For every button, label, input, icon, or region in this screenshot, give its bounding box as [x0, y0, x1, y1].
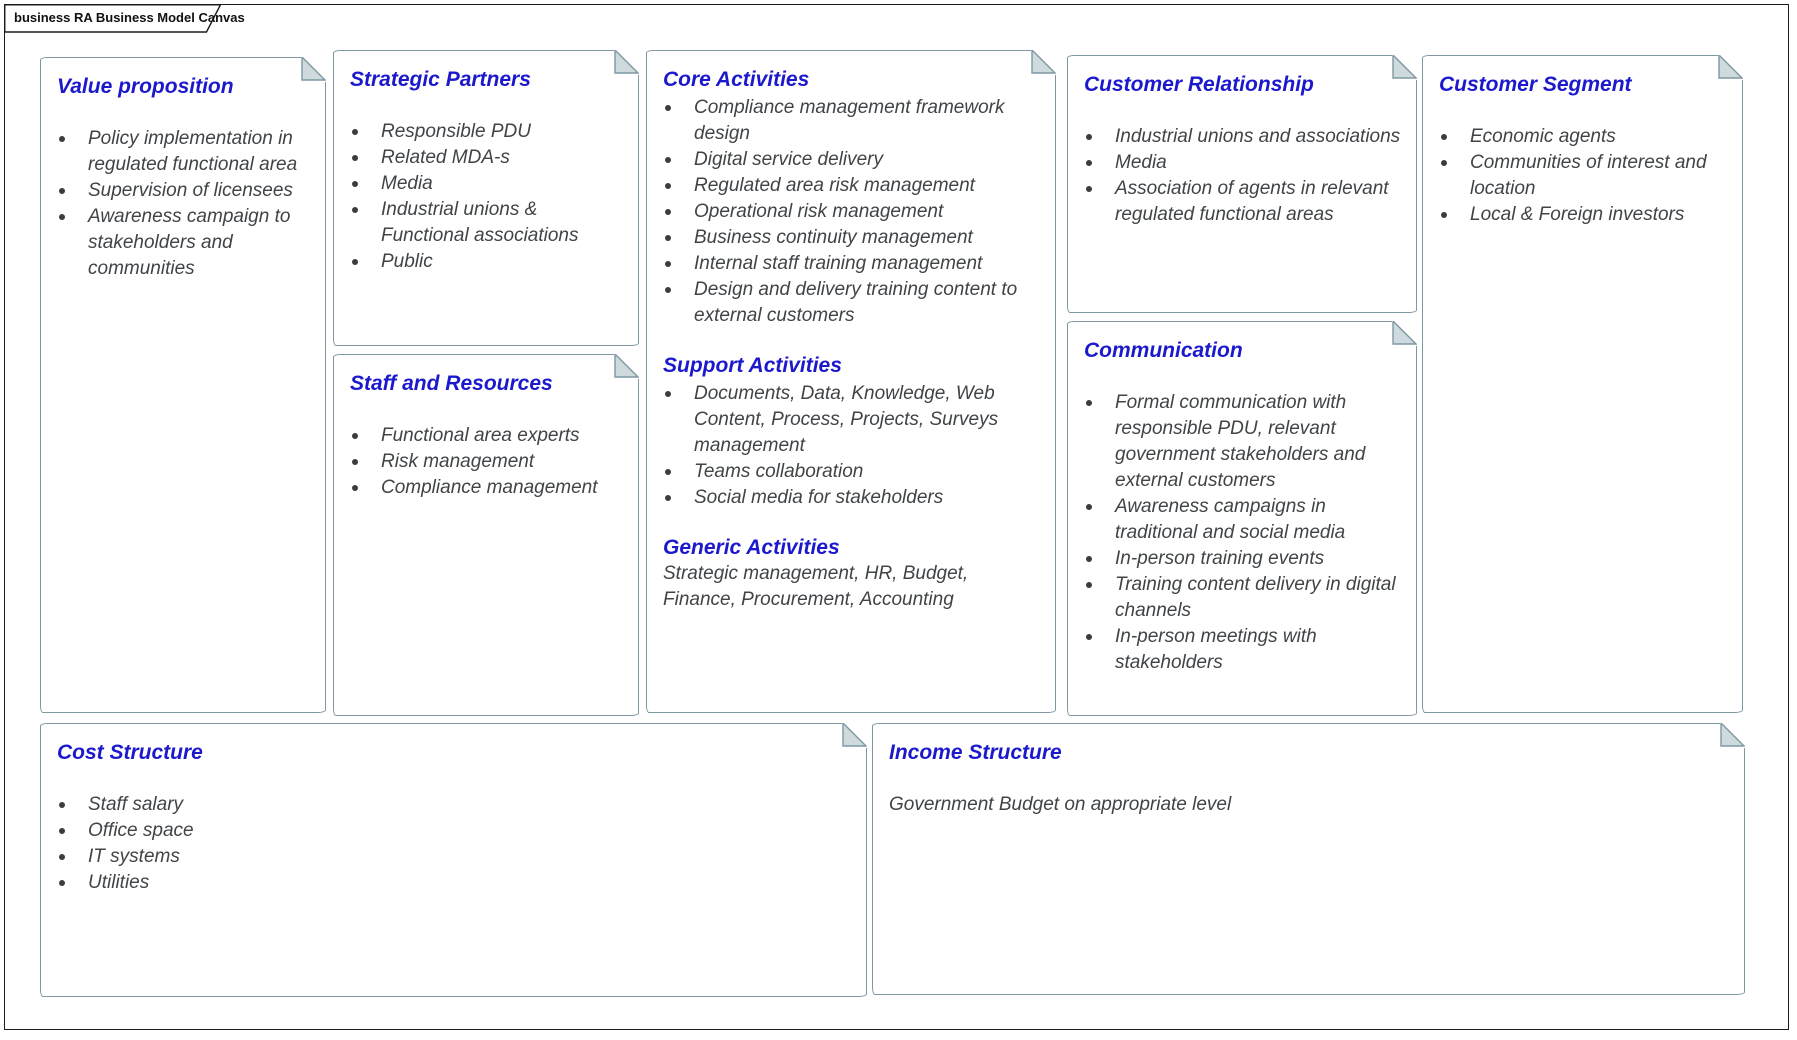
folded-corner-icon	[1720, 723, 1745, 748]
list-item: Policy implementation in regulated functional area	[57, 126, 313, 178]
list-item: In-person training events	[1084, 546, 1404, 572]
note-core-activities	[646, 50, 1056, 713]
folded-corner-icon	[614, 354, 639, 379]
folded-corner-icon	[1718, 55, 1743, 80]
note-income-structure	[872, 723, 1745, 995]
list-item: Awareness campaigns in traditional and social media	[1084, 494, 1404, 546]
bullet-list	[663, 95, 1043, 329]
folded-corner-icon	[1392, 321, 1417, 346]
note-customer-relationship	[1067, 55, 1417, 313]
list-item: Operational risk management	[663, 199, 1043, 225]
list-item: Association of agents in relevant regulated functional areas	[1084, 176, 1404, 228]
list-item: Media	[1084, 150, 1404, 176]
bullet-list	[1439, 124, 1730, 228]
note-title: Cost Structure	[57, 741, 203, 764]
note-title: Income Structure	[889, 741, 1062, 764]
note-customer-segment	[1422, 55, 1743, 713]
list-item: Related MDA-s	[350, 145, 626, 171]
note-title: Communication	[1084, 339, 1243, 362]
note-cost-structure	[40, 723, 867, 997]
list-item: Training content delivery in digital channels	[1084, 572, 1404, 624]
note-strategic-partners	[333, 50, 639, 346]
folded-corner-icon	[301, 57, 326, 82]
bullet-list	[1084, 124, 1404, 228]
list-item: Social media for stakeholders	[663, 485, 1043, 511]
list-item: Regulated area risk management	[663, 173, 1043, 199]
list-item: Office space	[57, 818, 854, 844]
list-item: Industrial unions & Functional associations	[350, 197, 626, 249]
list-item: Public	[350, 249, 626, 275]
note-title: Customer Segment	[1439, 73, 1632, 96]
list-item: Compliance management	[350, 475, 626, 501]
note-title: Strategic Partners	[350, 68, 531, 91]
note-communication	[1067, 321, 1417, 716]
bullet-list	[663, 381, 1043, 511]
list-item: Internal staff training management	[663, 251, 1043, 277]
folded-corner-icon	[614, 50, 639, 75]
folded-corner-icon	[1031, 50, 1056, 75]
bullet-list	[57, 792, 854, 896]
list-item: Staff salary	[57, 792, 854, 818]
list-item: In-person meetings with stakeholders	[1084, 624, 1404, 676]
folded-corner-icon	[842, 723, 867, 748]
note-staff-and-resources	[333, 354, 639, 716]
list-item: Economic agents	[1439, 124, 1730, 150]
frame-tab	[4, 4, 245, 33]
bullet-list	[57, 126, 313, 282]
folded-corner-icon	[1392, 55, 1417, 80]
note-value-proposition	[40, 57, 326, 713]
list-item: Design and delivery training content to external customers	[663, 277, 1043, 329]
list-item: Media	[350, 171, 626, 197]
frame-title: business RA Business Model Canvas	[14, 10, 245, 25]
list-item: Supervision of licensees	[57, 178, 313, 204]
list-item: Compliance management framework design	[663, 95, 1043, 147]
list-item: Teams collaboration	[663, 459, 1043, 485]
section-text: Strategic management, HR, Budget, Finance, Procurement, Accounting	[663, 563, 969, 610]
list-item: Responsible PDU	[350, 119, 626, 145]
list-item: Communities of interest and location	[1439, 150, 1730, 202]
section-title-generic-activities: Generic Activities	[663, 536, 840, 559]
list-item: Formal communication with responsible PDU, relevant government stakeholders and external customers	[1084, 390, 1404, 494]
list-item: Digital service delivery	[663, 147, 1043, 173]
list-item: IT systems	[57, 844, 854, 870]
list-item: Business continuity management	[663, 225, 1043, 251]
section-title-support-activities: Support Activities	[663, 354, 842, 377]
list-item: Industrial unions and associations	[1084, 124, 1404, 150]
bullet-list	[1084, 390, 1404, 676]
list-item: Local & Foreign investors	[1439, 202, 1730, 228]
list-item: Risk management	[350, 449, 626, 475]
list-item: Functional area experts	[350, 423, 626, 449]
bullet-list	[350, 119, 626, 275]
list-item: Utilities	[57, 870, 854, 896]
note-title: Value proposition	[57, 75, 234, 98]
list-item: Awareness campaign to stakeholders and communities	[57, 204, 313, 282]
bullet-list	[350, 423, 626, 501]
note-title: Staff and Resources	[350, 372, 553, 395]
note-body-text: Government Budget on appropriate level	[889, 794, 1232, 815]
section-title-core-activities: Core Activities	[663, 68, 810, 91]
list-item: Documents, Data, Knowledge, Web Content, Process, Projects, Surveys management	[663, 381, 1043, 459]
note-title: Customer Relationship	[1084, 73, 1314, 96]
